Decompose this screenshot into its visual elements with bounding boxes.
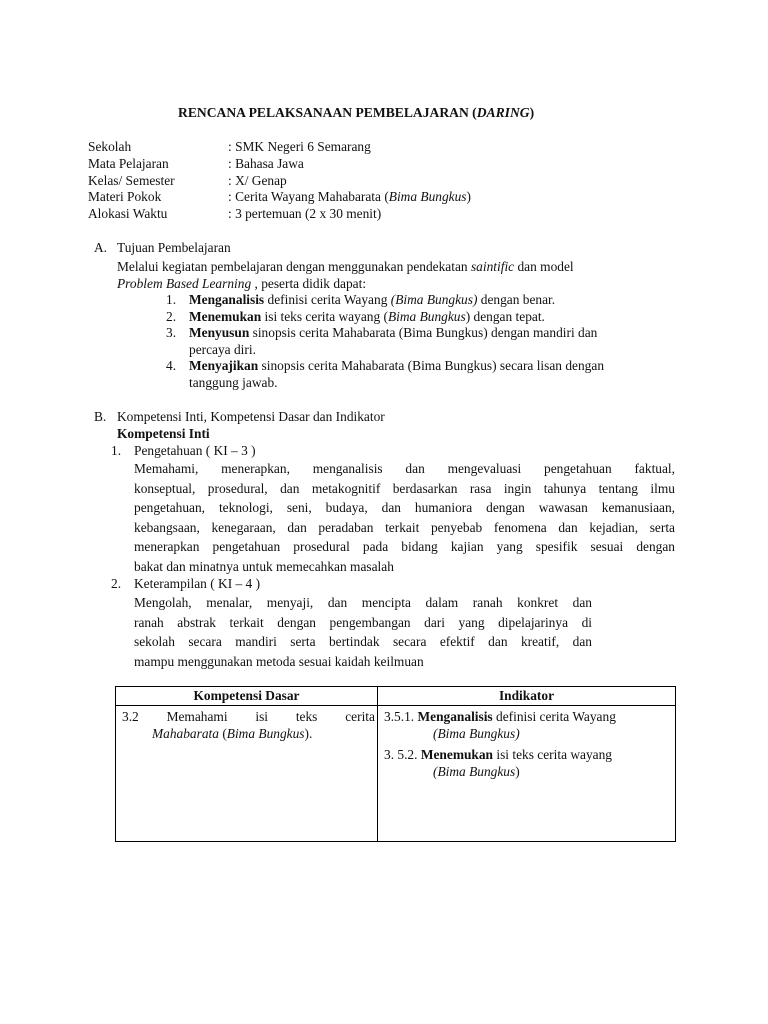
table-header-row: [116, 687, 676, 706]
ki4-title: Keterampilan ( KI – 4 ): [134, 576, 261, 591]
identity-label-sekolah: Sekolah: [88, 139, 132, 154]
identity-label-mapel: Mata Pelajaran: [88, 156, 169, 171]
objective-item: Menganalisis definisi cerita Wayang (Bima Bungkus) dengan benar.: [189, 292, 556, 307]
section-b-marker: B.: [94, 409, 107, 424]
objective-item: Menyajikan sinopsis cerita Mahabarata (Bima Bungkus) secara lisan dengan: [189, 358, 605, 373]
kd-line2: Mahabarata (Bima Bungkus).: [152, 726, 313, 741]
kd-cell: [116, 706, 378, 842]
ki3-number: 1.: [111, 443, 122, 458]
ki3-line: bakat dan minatnya untuk memecahkan masalah: [134, 558, 394, 574]
header-indikator: Indikator: [378, 687, 676, 706]
section-a-intro-line1: Melalui kegiatan pembelajaran dengan menggunakan pendekatan saintific dan model: [117, 259, 574, 274]
ki3-line: kebangsaan, kenegaraan, dan peradaban terkait penyebab fenomena dan kejadian, serta: [134, 519, 675, 535]
objective-number: 1.: [166, 292, 177, 307]
objective-item-continuation: percaya diri.: [189, 342, 256, 357]
objective-item-continuation: tanggung jawab.: [189, 375, 278, 390]
ki4-line: sekolah secara mandiri serta bertindak secara efektif dan kreatif, dan: [134, 634, 592, 650]
objective-item: Menemukan isi teks cerita wayang (Bima Bungkus) dengan tepat.: [189, 309, 545, 324]
kd-line1: 3.2 Memahami isi teks cerita: [122, 709, 375, 724]
identity-label-kelas: Kelas/ Semester: [88, 173, 175, 188]
ki3-line: Memahami, menerapkan, menganalisis dan mengevaluasi pengetahuan faktual,: [134, 461, 675, 476]
ki3-paragraph: [134, 459, 675, 577]
objective-number: 3.: [166, 325, 177, 340]
objective-number: 4.: [166, 358, 177, 373]
indicator-item-continuation: (Bima Bungkus): [433, 764, 520, 779]
ki4-paragraph: [134, 593, 592, 671]
ki4-line: ranah abstrak terkait dengan pengembangan dari yang dipelajarinya di: [134, 614, 592, 630]
objective-item: Menyusun sinopsis cerita Mahabarata (Bima Bungkus) dengan mandiri dan: [189, 325, 598, 340]
ki3-line: pengetahuan, teknologi, seni, budaya, dan humaniora dengan wawasan kemanusiaan,: [134, 500, 675, 516]
ki3-line: konseptual, prosedural, dan metakognitif berdasarkan rasa ingin tahunya tentang ilmu: [134, 480, 675, 496]
page-title: RENCANA PELAKSANAAN PEMBELAJARAN (DARING): [178, 105, 535, 120]
identity-label-materi: Materi Pokok: [88, 189, 162, 204]
identity-value-mapel: : Bahasa Jawa: [228, 156, 304, 171]
section-a-marker: A.: [94, 240, 108, 255]
section-a-intro-line2: Problem Based Learning , peserta didik dapat:: [117, 276, 367, 291]
indicator-item: 3.5.1. Menganalisis definisi cerita Wayang: [384, 709, 616, 724]
competency-table: [115, 686, 676, 842]
ki4-line: Mengolah, menalar, menyaji, dan mencipta dalam ranah konkret dan: [134, 595, 592, 610]
ki4-line: mampu menggunakan metoda sesuai kaidah keilmuan: [134, 653, 424, 669]
indicator-item: 3. 5.2. Menemukan isi teks cerita wayang: [384, 747, 613, 762]
identity-value-materi: : Cerita Wayang Mahabarata (Bima Bungkus): [228, 189, 471, 204]
objective-number: 2.: [166, 309, 177, 324]
section-b-subheading: Kompetensi Inti: [117, 426, 210, 441]
ki3-line: menerapkan pengetahuan prosedural pada bidang kajian yang spesifik sesuai dengan: [134, 539, 675, 555]
indicator-cell: [378, 706, 676, 842]
identity-value-kelas: : X/ Genap: [228, 173, 287, 188]
identity-value-alokasi: : 3 pertemuan (2 x 30 menit): [228, 206, 382, 221]
identity-label-alokasi: Alokasi Waktu: [88, 206, 168, 221]
ki3-title: Pengetahuan ( KI – 3 ): [134, 443, 256, 458]
ki4-number: 2.: [111, 576, 122, 591]
section-b-heading: Kompetensi Inti, Kompetensi Dasar dan Indikator: [117, 409, 385, 424]
header-kompetensi-dasar: Kompetensi Dasar: [116, 687, 378, 706]
identity-value-sekolah: : SMK Negeri 6 Semarang: [228, 139, 371, 154]
section-a-heading: Tujuan Pembelajaran: [117, 240, 231, 255]
indicator-item-continuation: (Bima Bungkus): [433, 726, 520, 741]
table-row: [116, 706, 676, 842]
